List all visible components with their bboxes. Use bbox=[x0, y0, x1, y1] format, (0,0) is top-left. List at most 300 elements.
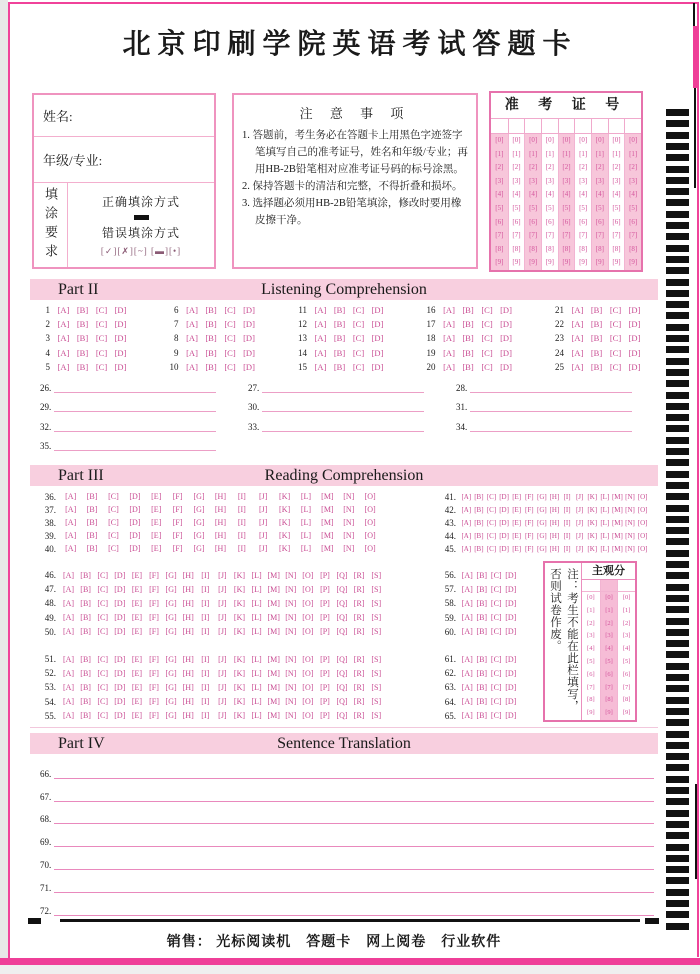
answer-bubble[interactable]: [P] bbox=[320, 654, 330, 664]
answer-bubble[interactable]: [B] bbox=[80, 570, 91, 580]
answer-bubble[interactable]: [R] bbox=[353, 668, 365, 678]
answer-bubble[interactable]: [C] bbox=[481, 319, 493, 330]
digit-bubble[interactable]: [3] bbox=[608, 175, 625, 189]
digit-bubble[interactable]: [8] bbox=[491, 243, 508, 257]
answer-bubble[interactable]: [Q] bbox=[336, 682, 348, 692]
answer-bubble[interactable]: [C] bbox=[352, 305, 365, 316]
answer-bubble[interactable]: [C] bbox=[490, 682, 502, 692]
answer-bubble[interactable]: [D] bbox=[628, 347, 641, 358]
answer-bubble[interactable]: [G] bbox=[193, 544, 205, 553]
answer-bubble[interactable]: [I] bbox=[201, 570, 210, 580]
answer-bubble[interactable]: [H] bbox=[182, 682, 194, 692]
digit-bubble[interactable]: [5] bbox=[491, 202, 508, 216]
answer-bubble[interactable]: [K] bbox=[279, 531, 291, 540]
answer-bubble[interactable]: [C] bbox=[481, 347, 493, 358]
answer-bubble[interactable]: [F] bbox=[149, 697, 159, 707]
digit-bubble[interactable]: [6] bbox=[508, 216, 525, 230]
answer-bubble[interactable]: [A] bbox=[62, 570, 75, 580]
answer-bubble[interactable]: [J] bbox=[218, 627, 227, 637]
answer-bubble[interactable]: [M] bbox=[267, 627, 280, 637]
digit-bubble[interactable]: [1] bbox=[524, 148, 541, 162]
digit-bubble[interactable]: [5] bbox=[508, 202, 525, 216]
answer-bubble[interactable]: [B] bbox=[476, 711, 488, 721]
answer-bubble[interactable]: [H] bbox=[549, 544, 560, 553]
answer-bubble[interactable]: [I] bbox=[201, 654, 210, 664]
answer-bubble[interactable]: [M] bbox=[267, 654, 280, 664]
answer-bubble[interactable]: [D] bbox=[243, 319, 255, 330]
answer-bubble[interactable]: [R] bbox=[353, 697, 365, 707]
answer-bubble[interactable]: [D] bbox=[114, 654, 126, 664]
answer-bubble[interactable]: [B] bbox=[462, 333, 474, 344]
answer-bubble[interactable]: [N] bbox=[343, 505, 355, 514]
answer-bubble[interactable]: [C] bbox=[97, 598, 109, 608]
answer-bubble[interactable]: [B] bbox=[590, 319, 603, 330]
answer-bubble[interactable]: [M] bbox=[267, 668, 280, 678]
answer-bubble[interactable]: [I] bbox=[201, 697, 210, 707]
answer-bubble[interactable]: [C] bbox=[97, 697, 109, 707]
score-digit-bubble[interactable]: [5] bbox=[587, 658, 595, 666]
answer-bubble[interactable]: [K] bbox=[233, 627, 246, 637]
answer-bubble[interactable]: [A] bbox=[57, 347, 70, 358]
answer-bubble[interactable]: [G] bbox=[165, 668, 177, 678]
answer-bubble[interactable]: [A] bbox=[443, 319, 455, 330]
answer-bubble[interactable]: [C] bbox=[97, 682, 109, 692]
answer-bubble[interactable]: [C] bbox=[609, 333, 622, 344]
blank-answer-line[interactable] bbox=[470, 430, 632, 432]
answer-bubble[interactable]: [J] bbox=[218, 598, 227, 608]
answer-bubble[interactable]: [N] bbox=[343, 531, 355, 540]
answer-bubble[interactable]: [H] bbox=[214, 505, 226, 514]
answer-bubble[interactable]: [D] bbox=[114, 697, 126, 707]
answer-bubble[interactable]: [H] bbox=[182, 570, 194, 580]
answer-bubble[interactable]: [Q] bbox=[336, 627, 348, 637]
answer-bubble[interactable]: [D] bbox=[500, 347, 512, 358]
score-digit-bubble[interactable]: [9] bbox=[587, 709, 595, 717]
digit-bubble[interactable]: [1] bbox=[574, 148, 591, 162]
answer-bubble[interactable]: [K] bbox=[279, 505, 291, 514]
digit-bubble[interactable]: [2] bbox=[624, 161, 641, 175]
answer-bubble[interactable]: [D] bbox=[628, 319, 641, 330]
answer-bubble[interactable]: [K] bbox=[233, 668, 246, 678]
answer-bubble[interactable]: [F] bbox=[149, 584, 159, 594]
answer-bubble[interactable]: [A] bbox=[57, 319, 70, 330]
answer-bubble[interactable]: [D] bbox=[114, 668, 126, 678]
answer-bubble[interactable]: [S] bbox=[371, 584, 382, 594]
answer-bubble[interactable]: [G] bbox=[165, 598, 177, 608]
answer-bubble[interactable]: [A] bbox=[443, 333, 455, 344]
answer-bubble[interactable]: [N] bbox=[285, 584, 297, 594]
digit-bubble[interactable]: [5] bbox=[608, 202, 625, 216]
answer-bubble[interactable]: [E] bbox=[151, 518, 162, 527]
answer-bubble[interactable]: [Q] bbox=[336, 668, 348, 678]
score-digit-bubble[interactable]: [1] bbox=[600, 605, 618, 618]
score-write-cell[interactable] bbox=[617, 580, 635, 591]
answer-bubble[interactable]: [B] bbox=[205, 319, 217, 330]
answer-bubble[interactable]: [C] bbox=[486, 505, 497, 514]
answer-bubble[interactable]: [C] bbox=[97, 654, 109, 664]
answer-bubble[interactable]: [D] bbox=[628, 305, 641, 316]
translation-line[interactable] bbox=[54, 868, 654, 870]
answer-bubble[interactable]: [E] bbox=[131, 668, 143, 678]
answer-bubble[interactable]: [C] bbox=[95, 333, 108, 344]
answer-bubble[interactable]: [O] bbox=[637, 518, 648, 527]
answer-bubble[interactable]: [A] bbox=[571, 333, 584, 344]
answer-bubble[interactable]: [E] bbox=[131, 654, 143, 664]
answer-bubble[interactable]: [A] bbox=[314, 333, 327, 344]
digit-bubble[interactable]: [8] bbox=[591, 243, 608, 257]
answer-bubble[interactable]: [K] bbox=[587, 544, 598, 553]
answer-bubble[interactable]: [N] bbox=[343, 544, 355, 553]
answer-bubble[interactable]: [P] bbox=[320, 697, 330, 707]
translation-line[interactable] bbox=[54, 845, 654, 847]
answer-bubble[interactable]: [E] bbox=[512, 544, 522, 553]
score-write-cell[interactable] bbox=[582, 580, 600, 591]
digit-bubble[interactable]: [8] bbox=[524, 243, 541, 257]
answer-bubble[interactable]: [B] bbox=[80, 697, 91, 707]
answer-bubble[interactable]: [C] bbox=[97, 627, 109, 637]
score-digit-bubble[interactable]: [9] bbox=[600, 707, 618, 720]
answer-bubble[interactable]: [D] bbox=[114, 333, 127, 344]
answer-bubble[interactable]: [O] bbox=[302, 613, 314, 623]
answer-bubble[interactable]: [B] bbox=[476, 682, 488, 692]
digit-bubble[interactable]: [4] bbox=[508, 188, 525, 202]
answer-bubble[interactable]: [L] bbox=[251, 584, 262, 594]
answer-bubble[interactable]: [E] bbox=[131, 570, 143, 580]
answer-bubble[interactable]: [A] bbox=[461, 492, 472, 501]
answer-bubble[interactable]: [B] bbox=[462, 347, 474, 358]
answer-bubble[interactable]: [D] bbox=[243, 347, 255, 358]
answer-bubble[interactable]: [E] bbox=[131, 627, 143, 637]
answer-bubble[interactable]: [N] bbox=[343, 518, 355, 527]
answer-bubble[interactable]: [B] bbox=[76, 347, 89, 358]
answer-bubble[interactable]: [C] bbox=[108, 531, 119, 540]
answer-bubble[interactable]: [A] bbox=[443, 361, 455, 372]
answer-bubble[interactable]: [C] bbox=[108, 518, 119, 527]
digit-bubble[interactable]: [4] bbox=[591, 188, 608, 202]
answer-bubble[interactable]: [L] bbox=[600, 531, 610, 540]
answer-bubble[interactable]: [Q] bbox=[336, 570, 348, 580]
answer-bubble[interactable]: [C] bbox=[481, 305, 493, 316]
answer-bubble[interactable]: [G] bbox=[537, 492, 547, 501]
digit-bubble[interactable]: [2] bbox=[574, 161, 591, 175]
answer-bubble[interactable]: [B] bbox=[80, 598, 91, 608]
answer-bubble[interactable]: [M] bbox=[611, 544, 623, 553]
answer-bubble[interactable]: [C] bbox=[352, 333, 365, 344]
answer-bubble[interactable]: [A] bbox=[65, 531, 77, 540]
answer-bubble[interactable]: [B] bbox=[476, 570, 488, 580]
answer-bubble[interactable]: [G] bbox=[165, 584, 177, 594]
answer-bubble[interactable]: [A] bbox=[571, 305, 584, 316]
answer-bubble[interactable]: [D] bbox=[500, 333, 512, 344]
answer-bubble[interactable]: [J] bbox=[575, 518, 584, 527]
answer-bubble[interactable]: [K] bbox=[587, 518, 598, 527]
answer-bubble[interactable]: [P] bbox=[320, 682, 330, 692]
answer-bubble[interactable]: [A] bbox=[314, 305, 327, 316]
score-digit-bubble[interactable]: [1] bbox=[617, 605, 635, 618]
answer-bubble[interactable]: [P] bbox=[320, 598, 330, 608]
answer-bubble[interactable]: [D] bbox=[499, 492, 509, 501]
digit-bubble[interactable]: [9] bbox=[524, 256, 541, 270]
answer-bubble[interactable]: [D] bbox=[114, 347, 127, 358]
answer-bubble[interactable]: [S] bbox=[371, 711, 382, 721]
answer-bubble[interactable]: [I] bbox=[201, 598, 210, 608]
answer-bubble[interactable]: [I] bbox=[563, 518, 571, 527]
digit-bubble[interactable]: [2] bbox=[541, 161, 558, 175]
answer-bubble[interactable]: [G] bbox=[193, 492, 205, 501]
digit-bubble[interactable]: [0] bbox=[541, 134, 558, 148]
answer-bubble[interactable]: [B] bbox=[80, 654, 91, 664]
digit-bubble[interactable]: [6] bbox=[574, 216, 591, 230]
digit-bubble[interactable]: [0] bbox=[624, 134, 641, 148]
digit-bubble[interactable]: [9] bbox=[558, 256, 575, 270]
answer-bubble[interactable]: [B] bbox=[590, 347, 603, 358]
answer-bubble[interactable]: [G] bbox=[537, 505, 547, 514]
answer-bubble[interactable]: [B] bbox=[474, 518, 484, 527]
answer-bubble[interactable]: [C] bbox=[95, 347, 108, 358]
answer-bubble[interactable]: [D] bbox=[114, 613, 126, 623]
answer-bubble[interactable]: [A] bbox=[461, 598, 473, 608]
answer-bubble[interactable]: [E] bbox=[131, 584, 143, 594]
digit-bubble[interactable]: [3] bbox=[508, 175, 525, 189]
answer-bubble[interactable]: [S] bbox=[371, 570, 382, 580]
score-digit-bubble[interactable]: [2] bbox=[617, 618, 635, 631]
answer-bubble[interactable]: [A] bbox=[62, 668, 75, 678]
score-digit-bubble[interactable]: [4] bbox=[617, 643, 635, 656]
answer-bubble[interactable]: [O] bbox=[364, 531, 376, 540]
answer-bubble[interactable]: [G] bbox=[193, 531, 205, 540]
score-digit-bubble[interactable]: [7] bbox=[617, 682, 635, 695]
answer-bubble[interactable]: [L] bbox=[600, 492, 610, 501]
answer-bubble[interactable]: [H] bbox=[182, 598, 194, 608]
answer-bubble[interactable]: [H] bbox=[182, 627, 194, 637]
answer-bubble[interactable]: [M] bbox=[611, 505, 623, 514]
answer-bubble[interactable]: [A] bbox=[186, 361, 198, 372]
answer-bubble[interactable]: [A] bbox=[314, 347, 327, 358]
answer-bubble[interactable]: [B] bbox=[86, 544, 98, 553]
digit-bubble[interactable]: [2] bbox=[491, 161, 508, 175]
answer-bubble[interactable]: [S] bbox=[371, 668, 382, 678]
answer-bubble[interactable]: [B] bbox=[333, 319, 346, 330]
answer-bubble[interactable]: [L] bbox=[600, 518, 610, 527]
answer-bubble[interactable]: [D] bbox=[628, 361, 641, 372]
answer-bubble[interactable]: [P] bbox=[320, 668, 330, 678]
answer-bubble[interactable]: [D] bbox=[499, 518, 509, 527]
answer-bubble[interactable]: [K] bbox=[233, 697, 246, 707]
digit-bubble[interactable]: [0] bbox=[508, 134, 525, 148]
answer-bubble[interactable]: [A] bbox=[186, 319, 198, 330]
score-digit-bubble[interactable]: [0] bbox=[617, 592, 635, 605]
ticket-write-cell[interactable] bbox=[574, 119, 591, 133]
answer-bubble[interactable]: [M] bbox=[321, 518, 334, 527]
score-digit-bubble[interactable]: [7] bbox=[600, 682, 618, 695]
answer-bubble[interactable]: [C] bbox=[609, 305, 622, 316]
answer-bubble[interactable]: [O] bbox=[302, 627, 314, 637]
answer-bubble[interactable]: [B] bbox=[476, 697, 488, 707]
digit-bubble[interactable]: [7] bbox=[508, 229, 525, 243]
answer-bubble[interactable]: [D] bbox=[499, 505, 509, 514]
answer-bubble[interactable]: [B] bbox=[590, 361, 603, 372]
answer-bubble[interactable]: [A] bbox=[186, 305, 198, 316]
answer-bubble[interactable]: [A] bbox=[62, 627, 75, 637]
answer-bubble[interactable]: [D] bbox=[505, 613, 517, 623]
answer-bubble[interactable]: [B] bbox=[333, 333, 346, 344]
answer-bubble[interactable]: [P] bbox=[320, 613, 330, 623]
answer-bubble[interactable]: [M] bbox=[267, 682, 280, 692]
answer-bubble[interactable]: [B] bbox=[80, 627, 91, 637]
answer-bubble[interactable]: [N] bbox=[285, 682, 297, 692]
blank-answer-line[interactable] bbox=[54, 430, 216, 432]
answer-bubble[interactable]: [F] bbox=[149, 682, 159, 692]
digit-bubble[interactable]: [8] bbox=[541, 243, 558, 257]
answer-bubble[interactable]: [I] bbox=[563, 492, 571, 501]
answer-bubble[interactable]: [D] bbox=[371, 305, 384, 316]
digit-bubble[interactable]: [4] bbox=[574, 188, 591, 202]
answer-bubble[interactable]: [K] bbox=[233, 613, 246, 623]
answer-bubble[interactable]: [C] bbox=[609, 319, 622, 330]
answer-bubble[interactable]: [E] bbox=[151, 505, 162, 514]
answer-bubble[interactable]: [E] bbox=[131, 598, 143, 608]
answer-bubble[interactable]: [B] bbox=[590, 305, 603, 316]
answer-bubble[interactable]: [D] bbox=[243, 361, 255, 372]
answer-bubble[interactable]: [A] bbox=[314, 319, 327, 330]
digit-bubble[interactable]: [7] bbox=[491, 229, 508, 243]
blank-answer-line[interactable] bbox=[54, 391, 216, 393]
answer-bubble[interactable]: [E] bbox=[131, 613, 143, 623]
answer-bubble[interactable]: [Q] bbox=[336, 598, 348, 608]
answer-bubble[interactable]: [A] bbox=[461, 627, 473, 637]
digit-bubble[interactable]: [1] bbox=[508, 148, 525, 162]
digit-bubble[interactable]: [3] bbox=[624, 175, 641, 189]
answer-bubble[interactable]: [F] bbox=[149, 627, 159, 637]
answer-bubble[interactable]: [D] bbox=[371, 319, 384, 330]
answer-bubble[interactable]: [R] bbox=[353, 584, 365, 594]
answer-bubble[interactable]: [B] bbox=[205, 347, 217, 358]
answer-bubble[interactable]: [K] bbox=[233, 654, 246, 664]
digit-bubble[interactable]: [0] bbox=[524, 134, 541, 148]
answer-bubble[interactable]: [C] bbox=[97, 613, 109, 623]
digit-bubble[interactable]: [3] bbox=[558, 175, 575, 189]
digit-bubble[interactable]: [6] bbox=[591, 216, 608, 230]
answer-bubble[interactable]: [B] bbox=[474, 505, 484, 514]
answer-bubble[interactable]: [A] bbox=[65, 505, 77, 514]
answer-bubble[interactable]: [M] bbox=[611, 518, 623, 527]
score-digit-bubble[interactable]: [3] bbox=[587, 632, 595, 640]
answer-bubble[interactable]: [C] bbox=[486, 492, 497, 501]
ticket-write-cell[interactable] bbox=[608, 119, 625, 133]
answer-bubble[interactable]: [O] bbox=[364, 492, 376, 501]
answer-bubble[interactable]: [A] bbox=[571, 347, 584, 358]
answer-bubble[interactable]: [B] bbox=[80, 584, 91, 594]
digit-bubble[interactable]: [4] bbox=[491, 188, 508, 202]
answer-bubble[interactable]: [A] bbox=[461, 518, 472, 527]
answer-bubble[interactable]: [A] bbox=[65, 492, 77, 501]
answer-bubble[interactable]: [A] bbox=[186, 333, 198, 344]
answer-bubble[interactable]: [M] bbox=[267, 584, 280, 594]
answer-bubble[interactable]: [J] bbox=[575, 505, 584, 514]
answer-bubble[interactable]: [J] bbox=[575, 544, 584, 553]
digit-bubble[interactable]: [8] bbox=[508, 243, 525, 257]
answer-bubble[interactable]: [E] bbox=[131, 682, 143, 692]
answer-bubble[interactable]: [I] bbox=[237, 544, 246, 553]
answer-bubble[interactable]: [A] bbox=[461, 544, 472, 553]
digit-bubble[interactable]: [5] bbox=[574, 202, 591, 216]
answer-bubble[interactable]: [J] bbox=[218, 668, 227, 678]
digit-bubble[interactable]: [0] bbox=[491, 134, 508, 148]
answer-bubble[interactable]: [M] bbox=[267, 613, 280, 623]
answer-bubble[interactable]: [D] bbox=[129, 492, 141, 501]
answer-bubble[interactable]: [G] bbox=[165, 711, 177, 721]
answer-bubble[interactable]: [B] bbox=[86, 531, 98, 540]
answer-bubble[interactable]: [B] bbox=[76, 305, 89, 316]
answer-bubble[interactable]: [B] bbox=[462, 361, 474, 372]
answer-bubble[interactable]: [N] bbox=[625, 531, 635, 540]
score-digit-bubble[interactable]: [6] bbox=[617, 669, 635, 682]
ticket-write-cell[interactable] bbox=[491, 119, 508, 133]
answer-bubble[interactable]: [C] bbox=[108, 544, 119, 553]
answer-bubble[interactable]: [E] bbox=[131, 697, 143, 707]
answer-bubble[interactable]: [G] bbox=[537, 544, 547, 553]
answer-bubble[interactable]: [B] bbox=[86, 518, 98, 527]
answer-bubble[interactable]: [C] bbox=[490, 654, 502, 664]
answer-bubble[interactable]: [H] bbox=[214, 492, 226, 501]
answer-bubble[interactable]: [C] bbox=[352, 347, 365, 358]
digit-bubble[interactable]: [4] bbox=[541, 188, 558, 202]
answer-bubble[interactable]: [N] bbox=[285, 627, 297, 637]
answer-bubble[interactable]: [L] bbox=[600, 505, 610, 514]
answer-bubble[interactable]: [K] bbox=[587, 492, 598, 501]
translation-line[interactable] bbox=[54, 914, 654, 916]
answer-bubble[interactable]: [B] bbox=[76, 319, 89, 330]
answer-bubble[interactable]: [B] bbox=[86, 492, 98, 501]
answer-bubble[interactable]: [A] bbox=[62, 697, 75, 707]
answer-bubble[interactable]: [D] bbox=[505, 697, 517, 707]
answer-bubble[interactable]: [B] bbox=[474, 531, 484, 540]
answer-bubble[interactable]: [C] bbox=[95, 305, 108, 316]
translation-line[interactable] bbox=[54, 822, 654, 824]
answer-bubble[interactable]: [M] bbox=[267, 711, 280, 721]
answer-bubble[interactable]: [F] bbox=[149, 613, 159, 623]
answer-bubble[interactable]: [E] bbox=[512, 505, 522, 514]
answer-bubble[interactable]: [C] bbox=[224, 305, 236, 316]
answer-bubble[interactable]: [D] bbox=[114, 598, 126, 608]
answer-bubble[interactable]: [M] bbox=[321, 544, 334, 553]
answer-bubble[interactable]: [C] bbox=[481, 361, 493, 372]
answer-bubble[interactable]: [I] bbox=[201, 711, 210, 721]
answer-bubble[interactable]: [K] bbox=[233, 570, 246, 580]
answer-bubble[interactable]: [B] bbox=[205, 361, 217, 372]
digit-bubble[interactable]: [7] bbox=[524, 229, 541, 243]
answer-bubble[interactable]: [B] bbox=[205, 333, 217, 344]
answer-bubble[interactable]: [M] bbox=[267, 697, 280, 707]
answer-bubble[interactable]: [C] bbox=[490, 627, 502, 637]
digit-bubble[interactable]: [9] bbox=[591, 256, 608, 270]
digit-bubble[interactable]: [7] bbox=[624, 229, 641, 243]
digit-bubble[interactable]: [6] bbox=[524, 216, 541, 230]
answer-bubble[interactable]: [J] bbox=[218, 682, 227, 692]
answer-bubble[interactable]: [L] bbox=[300, 518, 312, 527]
answer-bubble[interactable]: [L] bbox=[300, 492, 312, 501]
digit-bubble[interactable]: [1] bbox=[624, 148, 641, 162]
answer-bubble[interactable]: [A] bbox=[461, 531, 472, 540]
answer-bubble[interactable]: [A] bbox=[461, 584, 473, 594]
answer-bubble[interactable]: [G] bbox=[165, 570, 177, 580]
answer-bubble[interactable]: [G] bbox=[165, 627, 177, 637]
answer-bubble[interactable]: [M] bbox=[321, 505, 334, 514]
answer-bubble[interactable]: [A] bbox=[443, 305, 455, 316]
answer-bubble[interactable]: [S] bbox=[371, 613, 382, 623]
translation-line[interactable] bbox=[54, 891, 654, 893]
digit-bubble[interactable]: [4] bbox=[624, 188, 641, 202]
